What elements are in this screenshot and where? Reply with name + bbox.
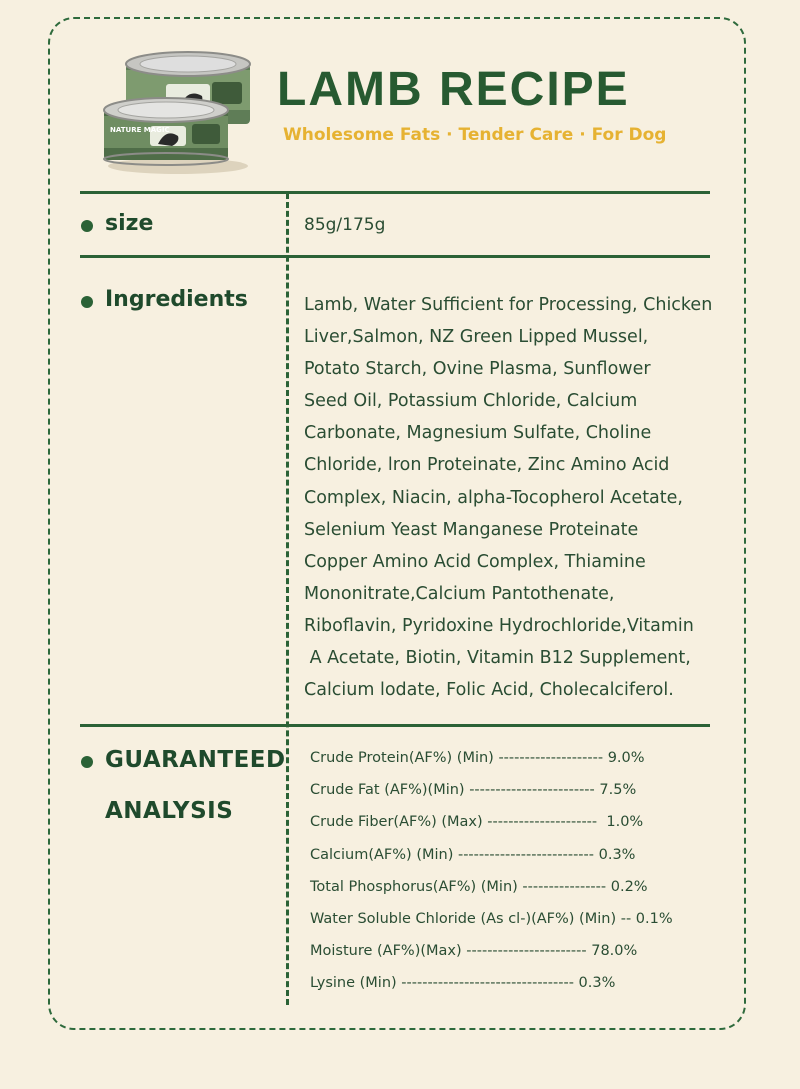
analysis-row: Water Soluble Chloride (As cl-)(AF%) (Min) -- 0.1%	[310, 910, 673, 927]
tagline: Wholesome Fats · Tender Care · For Dog	[283, 125, 667, 145]
ingredients-line: Seed Oil, Potassium Chloride, Calcium	[304, 391, 638, 412]
analysis-row: Crude Fiber(AF%) (Max) --------------------- 1.0%	[310, 814, 644, 831]
analysis-bullet-icon	[81, 756, 93, 768]
analysis-row: Crude Fat (AF%)(Min) ------------------------ 7.5%	[310, 782, 637, 799]
ingredients-label: Ingredients	[105, 287, 248, 312]
product-cans-image	[100, 40, 260, 175]
analysis-row: Crude Protein(AF%) (Min) -------------------- 9.0%	[310, 750, 645, 766]
ingredients-line: Calcium lodate, Folic Acid, Cholecalciferol.	[304, 680, 674, 701]
ingredients-line: Lamb, Water Sufficient for Processing, Chicken	[304, 295, 713, 315]
divider-top	[80, 191, 710, 194]
column-divider	[286, 193, 289, 1005]
page-title: LAMB RECIPE	[277, 63, 630, 116]
divider-ingredients	[80, 724, 710, 727]
analysis-row: Moisture (AF%)(Max) ----------------------- 78.0%	[310, 943, 638, 960]
ingredients-line: Chloride, lron Proteinate, Zinc Amino Acid	[304, 455, 670, 476]
ingredients-line: Riboflavin, Pyridoxine Hydrochloride,Vitamin	[304, 615, 694, 636]
ingredients-list	[304, 289, 744, 706]
ingredients-line: Complex, Niacin, alpha-Tocopherol Acetate,	[304, 487, 683, 508]
ingredients-line: Potato Starch, Ovine Plasma, Sunflower	[304, 359, 651, 380]
svg-text:NATURE MAGIC: NATURE MAGIC	[110, 126, 170, 134]
ingredients-bullet-icon	[81, 296, 93, 308]
ingredients-line: A Acetate, Biotin, Vitamin B12 Supplement,	[304, 648, 691, 669]
analysis-label-line1: GUARANTEED	[105, 747, 286, 773]
analysis-row: Lysine (Min) --------------------------------- 0.3%	[310, 975, 616, 992]
ingredients-line: Mononitrate,Calcium Pantothenate,	[304, 583, 615, 604]
analysis-row: Calcium(AF%) (Min) -------------------------- 0.3%	[310, 846, 636, 863]
ingredients-line: Selenium Yeast Manganese Proteinate	[304, 519, 639, 540]
analysis-row: Total Phosphorus(AF%) (Min) ---------------- 0.2%	[310, 878, 648, 895]
divider-size	[80, 255, 710, 258]
ingredients-line: Liver,Salmon, NZ Green Lipped Mussel,	[304, 327, 649, 348]
ingredients-line: Carbonate, Magnesium Sulfate, Choline	[304, 423, 652, 444]
ingredients-line: Copper Amino Acid Complex, Thiamine	[304, 551, 646, 572]
size-value: 85g/175g	[304, 215, 386, 235]
size-bullet-icon	[81, 220, 93, 232]
analysis-table	[310, 742, 730, 1000]
analysis-label-line2: ANALYSIS	[105, 798, 234, 824]
size-label: size	[105, 211, 154, 236]
